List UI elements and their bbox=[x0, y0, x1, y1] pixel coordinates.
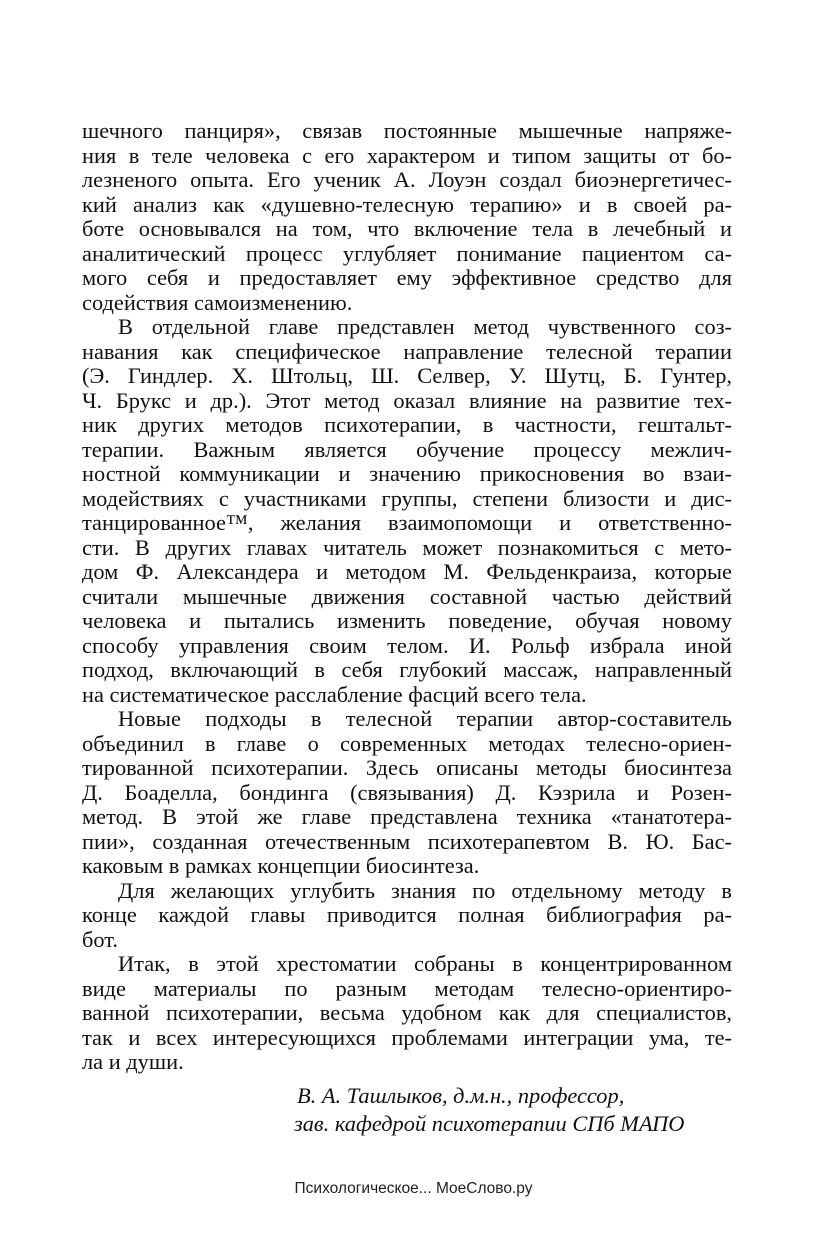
text-line: считали мышечные движения составной частью действий bbox=[82, 583, 732, 609]
text-line: каковым в рамках концепции биосинтеза. bbox=[82, 853, 480, 878]
text-line: навания как специфическое направление телесной терапии bbox=[82, 338, 732, 364]
text-line: способу управления своим телом. И. Рольф избрала иной bbox=[82, 632, 732, 658]
text-line: пии», созданная отечественным психотерапевтом В. Ю. Бас- bbox=[82, 828, 732, 854]
text-line: подход, включающий в себя глубокий массаж, направленный bbox=[82, 657, 732, 682]
body-text bbox=[82, 119, 732, 1075]
paragraph-3 bbox=[82, 707, 732, 879]
text-line: В отдельной главе представлен метод чувственного соз- bbox=[118, 314, 732, 339]
text-line: танцированное™, желания взаимопомощи и ответственно- bbox=[82, 510, 732, 535]
text-line: дом Ф. Александера и методом М. Фельденкраиза, которые bbox=[82, 559, 732, 584]
author-name: В. А. Ташлыков, д.м.н., профессор, bbox=[297, 1083, 625, 1108]
text-line: Итак, в этой хрестоматии собраны в концентрированном bbox=[118, 951, 732, 976]
text-line: Новые подходы в телесной терапии автор-составитель bbox=[118, 706, 732, 731]
text-line: Д. Боаделла, бондинга (связывания) Д. Кэзрила и Розен- bbox=[82, 779, 732, 805]
text-line: ния в теле человека с его характером и типом защиты от бо- bbox=[82, 142, 732, 168]
text-line: Для желающих углубить знания по отдельному методу в bbox=[118, 877, 732, 903]
author-position: зав. кафедрой психотерапии СПб МАПО bbox=[294, 1111, 685, 1136]
text-line: конце каждой главы приводится полная библиография ра- bbox=[82, 902, 732, 927]
text-line: Ч. Брукс и др.). Этот метод оказал влияние на развитие тех- bbox=[82, 387, 732, 413]
paragraph-4 bbox=[82, 879, 732, 953]
text-line: шечного панциря», связав постоянные мышечные напряже- bbox=[82, 118, 732, 143]
text-line: мого себя и предоставляет ему эффективное средство для bbox=[82, 265, 732, 290]
text-line: объединил в главе о современных методах телесно-ориен- bbox=[82, 730, 732, 756]
paragraph-2 bbox=[82, 315, 732, 707]
text-line: тированной психотерапии. Здесь описаны методы биосинтеза bbox=[82, 755, 732, 780]
page-footer: Психологическое... МоеСлово.ру bbox=[294, 1180, 533, 1197]
text-line: бот. bbox=[82, 926, 118, 952]
text-line: ник других методов психотерапии, в частности, гештальт- bbox=[82, 412, 732, 437]
paragraph-1 bbox=[82, 119, 732, 315]
text-line: лезненого опыта. Его ученик А. Лоуэн создал биоэнергетичес- bbox=[82, 167, 732, 192]
text-line: модействиях с участниками группы, степени близости и дис- bbox=[82, 485, 732, 511]
text-line: виде материалы по разным методам телесно-ориентиро- bbox=[82, 975, 732, 1001]
text-line: человека и пытались изменить поведение, обучая новому bbox=[82, 608, 732, 633]
paragraph-5 bbox=[82, 952, 732, 1075]
author-signature bbox=[294, 1082, 734, 1138]
text-line: на систематическое расслабление фасций всего тела. bbox=[82, 681, 587, 707]
text-line: ностной коммуникации и значению прикосновения во взаи- bbox=[82, 461, 732, 486]
text-line: метод. В этой же главе представлена техника «танатотера- bbox=[82, 804, 732, 829]
text-line: (Э. Гиндлер. Х. Штольц, Ш. Селвер, У. Шутц, Б. Гунтер, bbox=[82, 363, 732, 388]
text-line: терапии. Важным является обучение процессу межлич- bbox=[82, 436, 732, 462]
text-line: так и всех интересующихся проблемами интеграции ума, те- bbox=[82, 1024, 732, 1050]
text-line: боте основывался на том, что включение тела в лечебный и bbox=[82, 216, 732, 241]
text-line: ла и души. bbox=[82, 1049, 184, 1074]
text-line: аналитический процесс углубляет понимание пациентом са- bbox=[82, 240, 732, 266]
text-line: сти. В других главах читатель может познакомиться с мето- bbox=[82, 534, 732, 560]
text-line: кий анализ как «душевно-телесную терапию» и в своей ра- bbox=[82, 191, 732, 217]
text-line: содействия самоизменению. bbox=[82, 289, 353, 315]
text-line: ванной психотерапии, весьма удобном как для специалистов, bbox=[82, 1000, 732, 1025]
